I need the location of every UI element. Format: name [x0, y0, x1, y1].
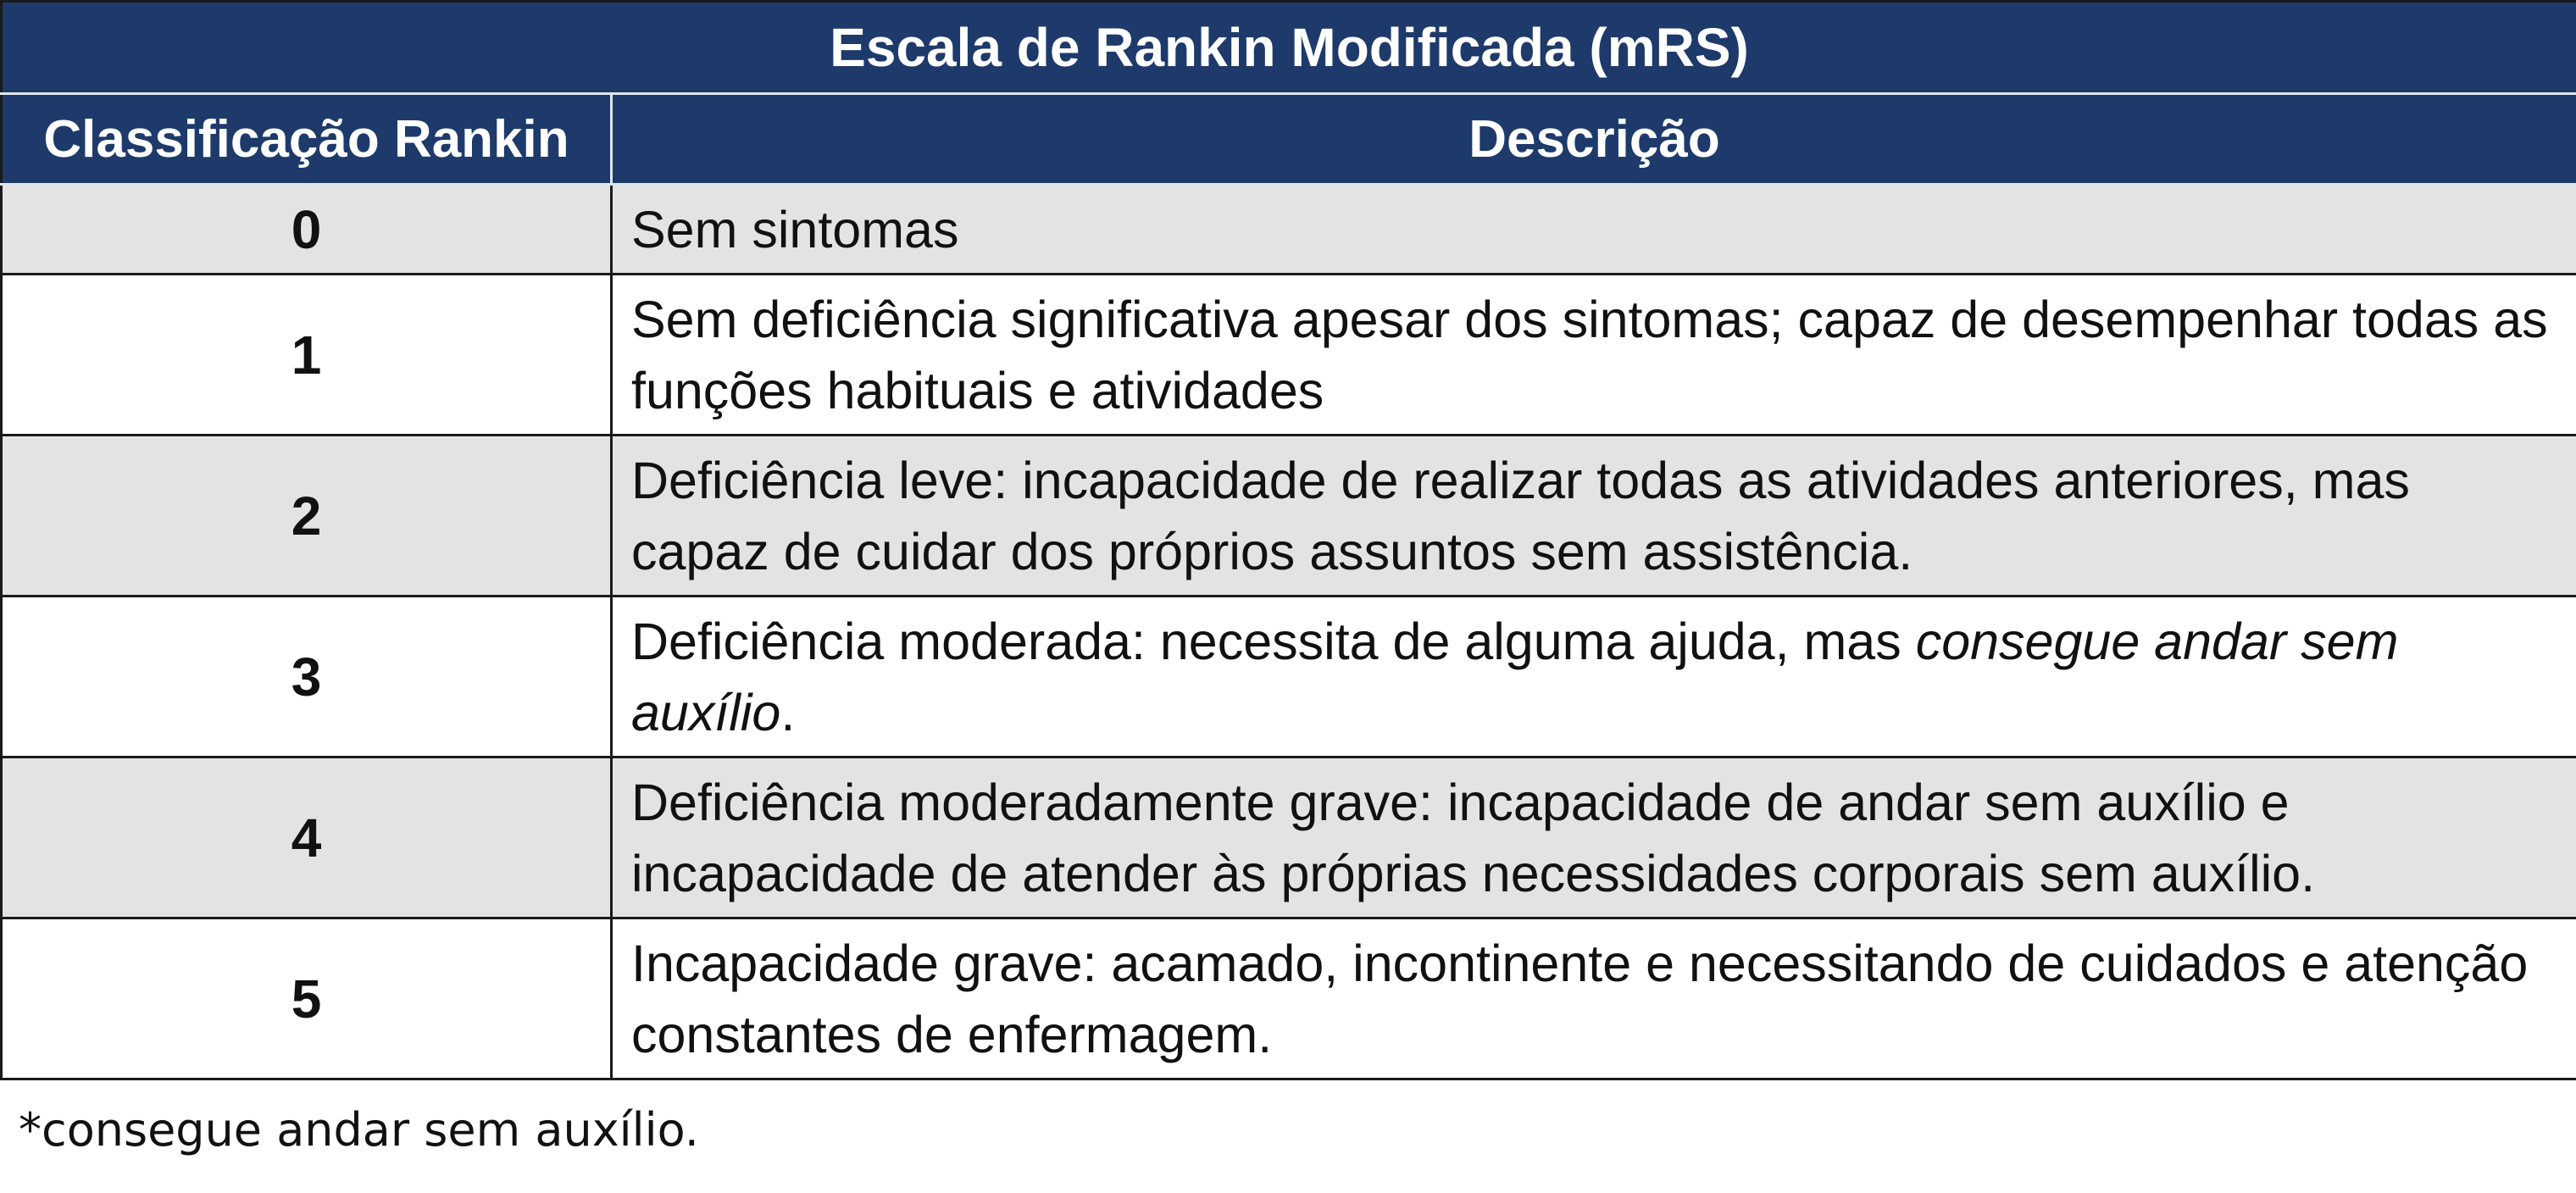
table-row [2, 596, 2576, 757]
description-text-end: . [780, 683, 796, 741]
table-row [2, 436, 2576, 596]
table-row [2, 275, 2576, 436]
grade-cell: 4 [2, 757, 612, 918]
description-cell: Deficiência moderadamente grave: incapacidade de andar sem auxílio e incapacidade de atender às próprias necessidades corporais sem auxílio. [612, 757, 2576, 918]
description-text: Deficiência moderada: necessita de alguma ajuda, mas [631, 612, 1916, 670]
grade-cell: 0 [2, 185, 612, 275]
description-italic-text: consegue andar sem auxílio [631, 612, 2399, 741]
table-header-row [2, 94, 2576, 185]
table-row [2, 918, 2576, 1079]
grade-cell: 1 [2, 275, 612, 436]
footnote: *consegue andar sem auxílio. [19, 1103, 699, 1157]
description-cell: Deficiência leve: incapacidade de realizar todas as atividades anteriores, mas capaz de cuidar dos próprios assuntos sem assistência. [612, 436, 2576, 596]
description-cell: Sem sintomas [612, 185, 2576, 275]
description-cell: Sem deficiência significativa apesar dos sintomas; capaz de desempenhar todas as funções habituais e atividades [612, 275, 2576, 436]
description-cell: Incapacidade grave: acamado, incontinente e necessitando de cuidados e atenção constantes de enfermagem. [612, 918, 2576, 1079]
table-title: Escala de Rankin Modificada (mRS) [2, 2, 2576, 94]
grade-cell: 2 [2, 436, 612, 596]
table-title-row [2, 2, 2576, 94]
grade-cell: 3 [2, 596, 612, 757]
column-header-description: Descrição [612, 94, 2576, 185]
table-row [2, 185, 2576, 275]
table-row [2, 757, 2576, 918]
grade-cell: 5 [2, 918, 612, 1079]
column-header-grade: Classificação Rankin [2, 94, 612, 185]
description-cell [612, 596, 2576, 757]
